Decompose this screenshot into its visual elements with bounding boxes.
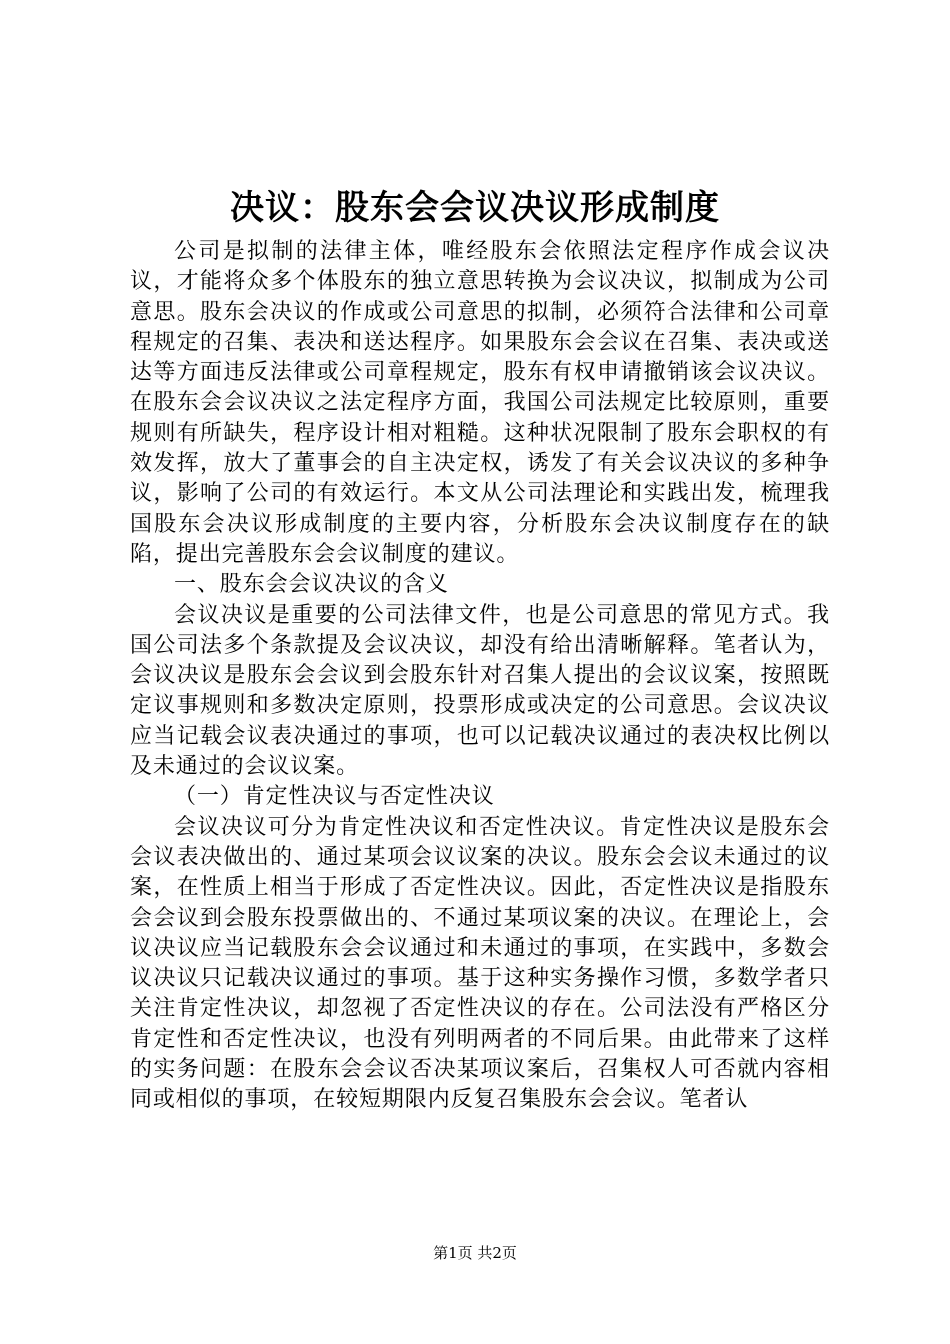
- page-footer: 第1页 共2页: [433, 1244, 517, 1262]
- document-body: [130, 237, 830, 1116]
- document-title: 决议：股东会会议决议形成制度: [230, 188, 720, 228]
- section-heading-1: 一、股东会会议决议的含义: [174, 572, 449, 598]
- paragraph-meaning: 会议决议是重要的公司法律文件，也是公司意思的常见方式。我国公司法多个条款提及会议决议，却没有给出清晰解释。笔者认为，会议决议是股东会会议到会股东针对召集人提出的会议议案，按照既定议事规则和多数决定原则，投票形成或决定的公司意思。会议决议应当记载会议表决通过的事项，也可以记载决议通过的表决权比例以及未通过的会议议案。: [130, 602, 830, 780]
- paragraph-affirmative-negative: 会议决议可分为肯定性决议和否定性决议。肯定性决议是股东会会议表决做出的、通过某项会议议案的决议。股东会会议未通过的议案，在性质上相当于形成了否定性决议。因此，否定性决议是指股东会会议到会股东投票做出的、不通过某项议案的决议。在理论上，会议决议应当记载股东会会议通过和未通过的事项，在实践中，多数会议决议只记载决议通过的事项。基于这种实务操作习惯，多数学者只关注肯定性决议，却忽视了否定性决议的存在。公司法没有严格区分肯定性和否定性决议，也没有列明两者的不同后果。由此带来了这样的实务问题：在股东会会议否决某项议案后，召集权人可否就内容相同或相似的事项，在较短期限内反复召集股东会会议。笔者认: [130, 814, 830, 1113]
- paragraph-intro: 公司是拟制的法律主体，唯经股东会依照法定程序作成会议决议，才能将众多个体股东的独立意思转换为会议决议，拟制成为公司意思。股东会决议的作成或公司意思的拟制，必须符合法律和公司章程规定的召集、表决和送达程序。如果股东会会议在召集、表决或送达等方面违反法律或公司章程规定，股东有权申请撤销该会议决议。在股东会会议决议之法定程序方面，我国公司法规定比较原则，重要规则有所缺失，程序设计相对粗糙。这种状况限制了股东会职权的有效发挥，放大了董事会的自主决定权，诱发了有关会议决议的多种争议，影响了公司的有效运行。本文从公司法理论和实践出发，梳理我国股东会决议形成制度的主要内容，分析股东会决议制度存在的缺陷，提出完善股东会会议制度的建议。: [130, 239, 830, 567]
- subsection-heading-1: （一）肯定性决议与否定性决议: [174, 784, 495, 810]
